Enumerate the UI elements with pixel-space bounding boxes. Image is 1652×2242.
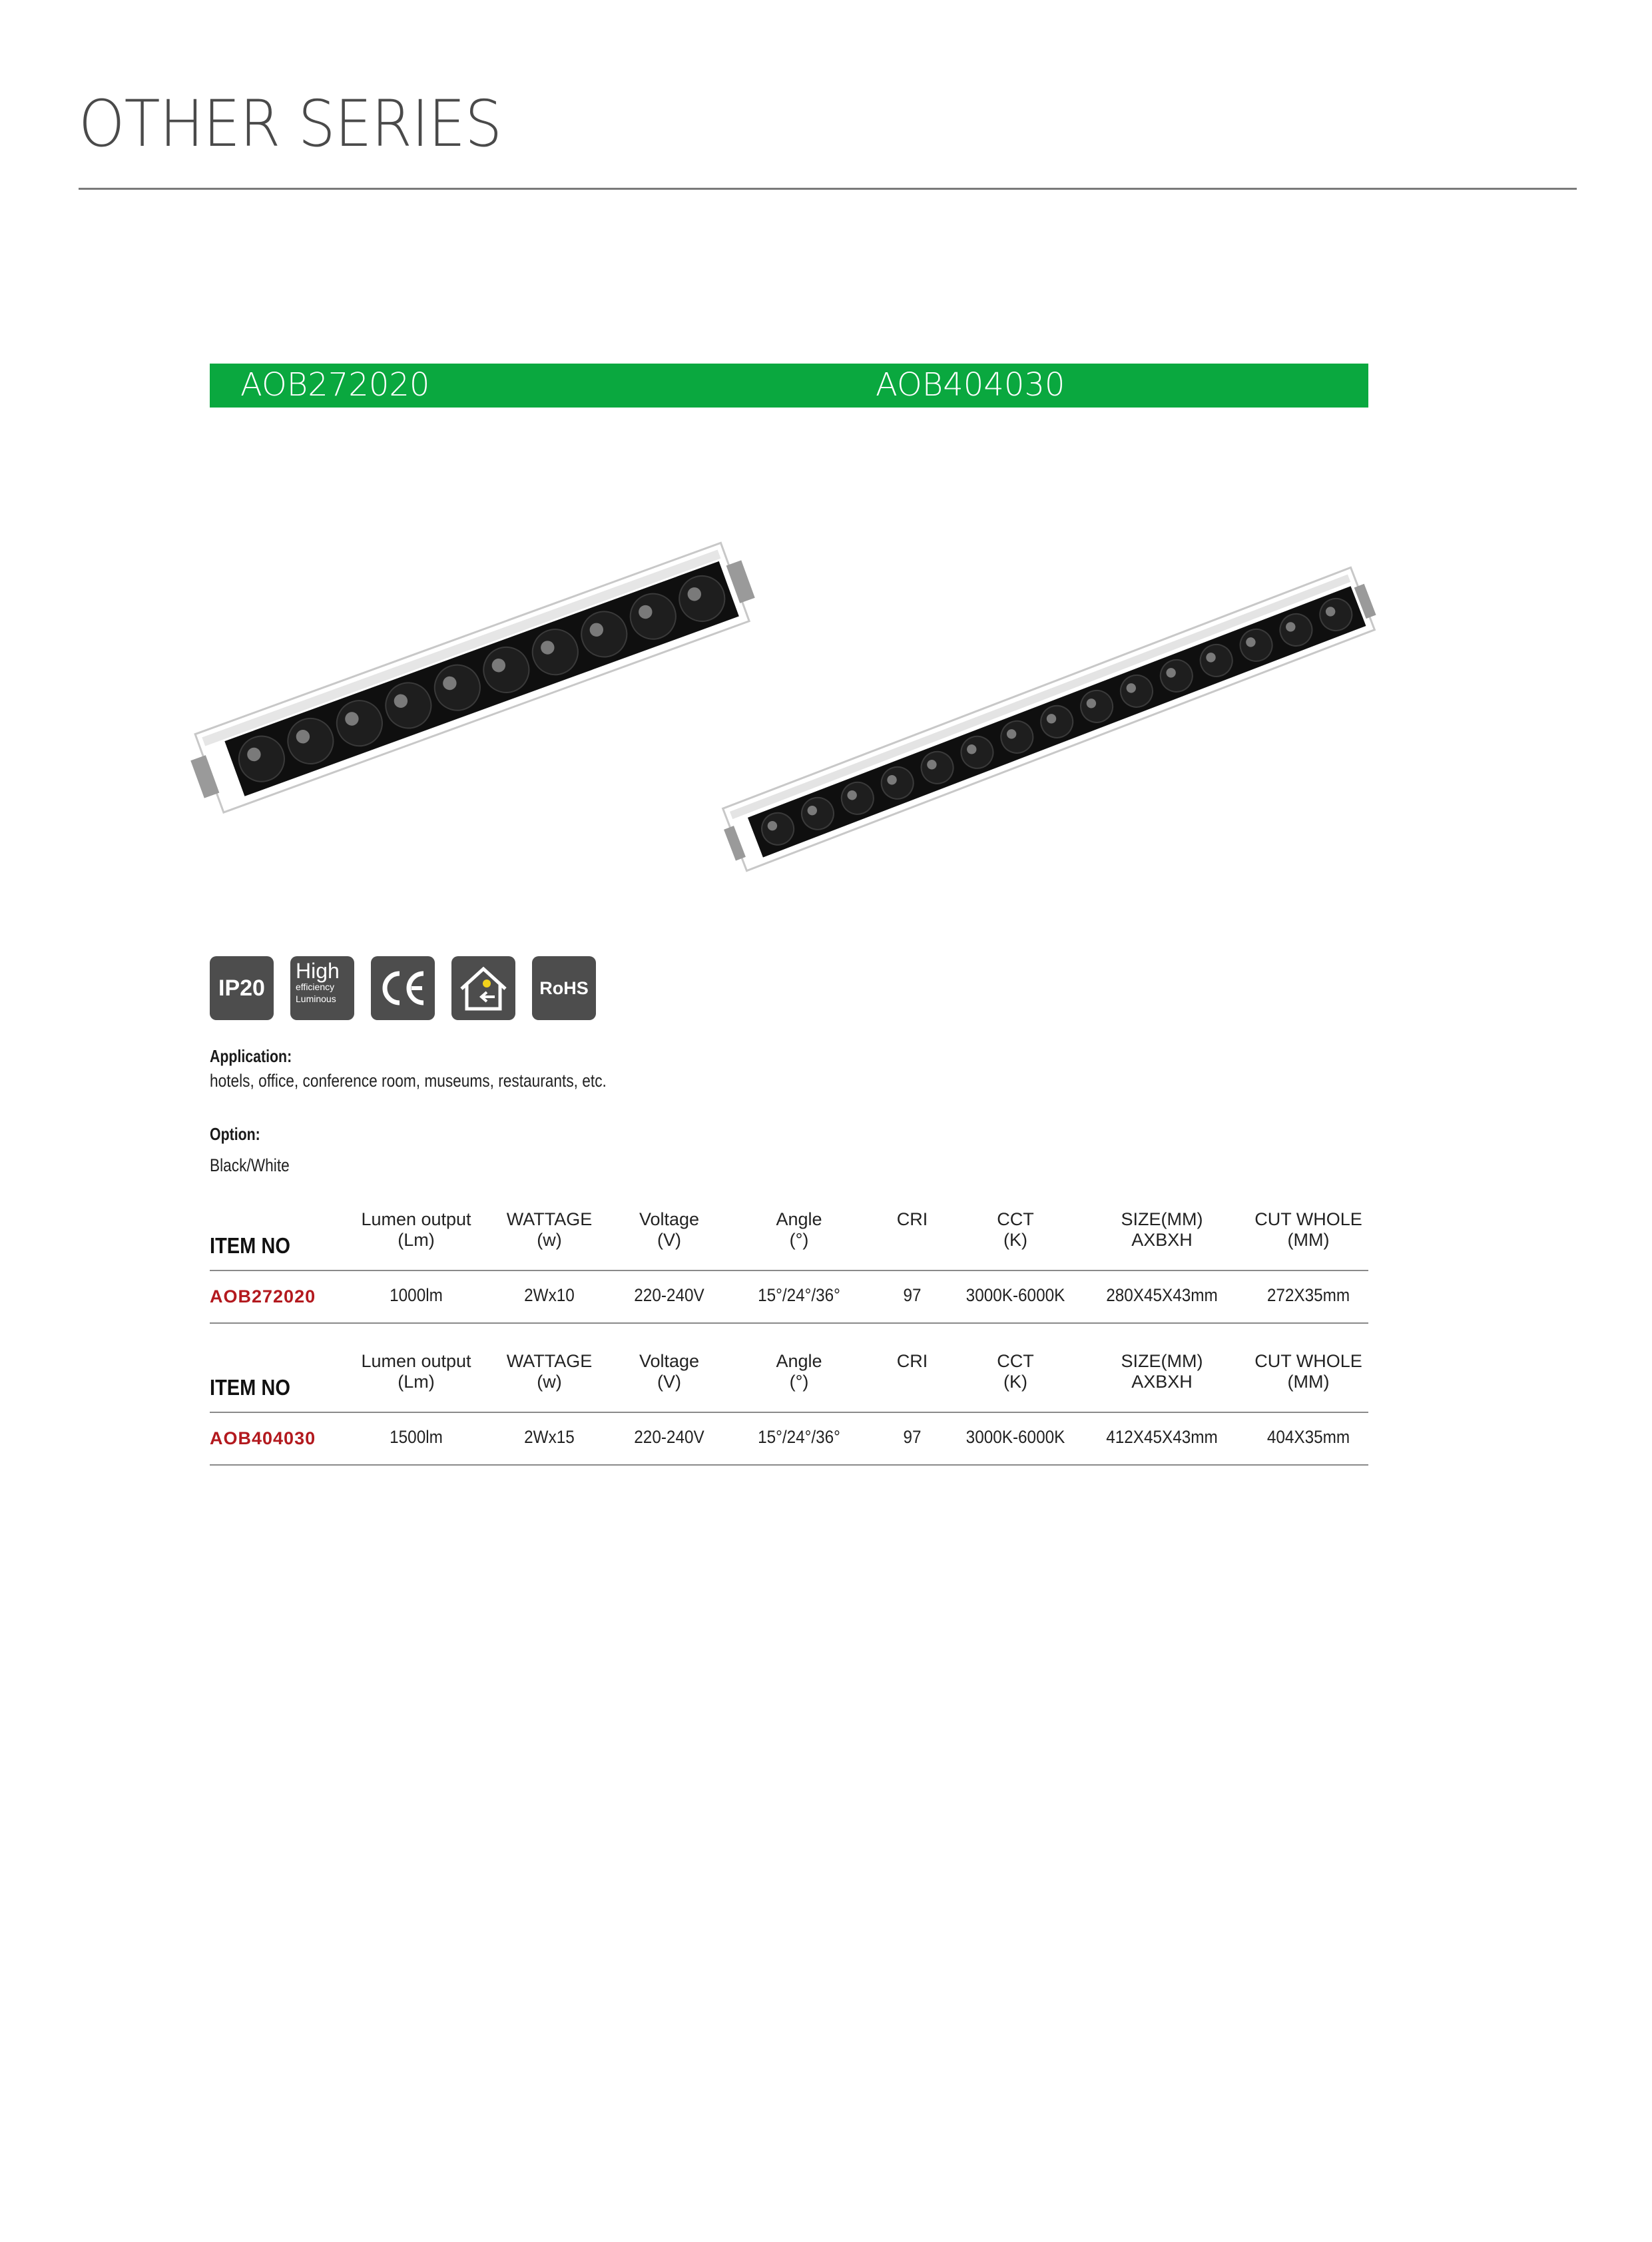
voltage-cell: 220-240V: [634, 1285, 704, 1305]
page-title: OTHER SERIES: [79, 87, 502, 161]
cut-header: CUT WHOLE (MM): [1254, 1209, 1362, 1251]
size-header: SIZE(MM) AXBXH: [1121, 1209, 1203, 1251]
cri-cell: 97: [903, 1285, 922, 1305]
lumen-header: Lumen output (Lm): [361, 1351, 471, 1392]
cct-cell: 3000K-6000K: [965, 1285, 1065, 1305]
voltage-cell: 220-240V: [634, 1427, 704, 1447]
wattage-cell: 2Wx10: [524, 1285, 575, 1305]
size-cell: 280X45X43mm: [1106, 1285, 1218, 1305]
product-image-aob272020: [180, 519, 766, 839]
cut-cell: 404X35mm: [1266, 1427, 1350, 1447]
cct-header: CCT (K): [997, 1209, 1034, 1251]
high-efficiency-line2: efficiency: [296, 981, 335, 992]
wattage-header: WATTAGE (w): [506, 1351, 593, 1392]
wattage-cell: 2Wx15: [524, 1427, 575, 1447]
angle-cell: 15°/24°/36°: [758, 1427, 840, 1447]
cut-header: CUT WHOLE (MM): [1254, 1351, 1362, 1392]
size-header: SIZE(MM) AXBXH: [1121, 1351, 1203, 1392]
cri-header: CRI: [896, 1351, 928, 1371]
row-divider: [210, 1322, 1368, 1324]
title-divider: [79, 188, 1577, 190]
application-text: hotels, office, conference room, museums, restaurants, etc.: [210, 1071, 607, 1091]
cct-header: CCT (K): [997, 1351, 1034, 1392]
item-no-header: ITEM NO: [210, 1233, 290, 1258]
ce-mark-icon: [371, 956, 435, 1020]
item-code: AOB272020: [210, 1286, 316, 1306]
lumen-header: Lumen output (Lm): [361, 1209, 471, 1251]
item-code: AOB404030: [210, 1428, 316, 1448]
cri-header: CRI: [896, 1209, 928, 1229]
option-text: Black/White: [210, 1155, 290, 1175]
voltage-header: Voltage (V): [639, 1351, 700, 1392]
wattage-header: WATTAGE (w): [506, 1209, 593, 1251]
cri-cell: 97: [903, 1427, 922, 1447]
cct-cell: 3000K-6000K: [965, 1427, 1065, 1447]
angle-header: Angle (°): [776, 1351, 822, 1392]
high-efficiency-title: High: [296, 959, 340, 983]
high-efficiency-badge: [290, 956, 354, 1020]
header-divider: [210, 1412, 1368, 1413]
option-label: Option:: [210, 1124, 260, 1144]
angle-header: Angle (°): [776, 1209, 822, 1251]
application-label: Application:: [210, 1046, 292, 1066]
lumen-cell: 1000lm: [390, 1285, 443, 1305]
size-cell: 412X45X43mm: [1106, 1427, 1218, 1447]
indoor-use-icon: [451, 956, 515, 1020]
model-header-bar: [210, 364, 1368, 408]
header-divider: [210, 1270, 1368, 1271]
rohs-badge: RoHS: [532, 956, 596, 1020]
model-label-left: AOB272020: [240, 366, 430, 404]
cut-cell: 272X35mm: [1266, 1285, 1350, 1305]
angle-cell: 15°/24°/36°: [758, 1285, 840, 1305]
item-no-header: ITEM NO: [210, 1375, 290, 1400]
row-divider: [210, 1464, 1368, 1466]
high-efficiency-line3: Luminous: [296, 993, 336, 1004]
voltage-header: Voltage (V): [639, 1209, 700, 1251]
model-label-right: AOB404030: [876, 366, 1065, 404]
ip20-badge: IP20: [210, 956, 274, 1020]
product-image-aob404030: [706, 539, 1392, 899]
lumen-cell: 1500lm: [390, 1427, 443, 1447]
